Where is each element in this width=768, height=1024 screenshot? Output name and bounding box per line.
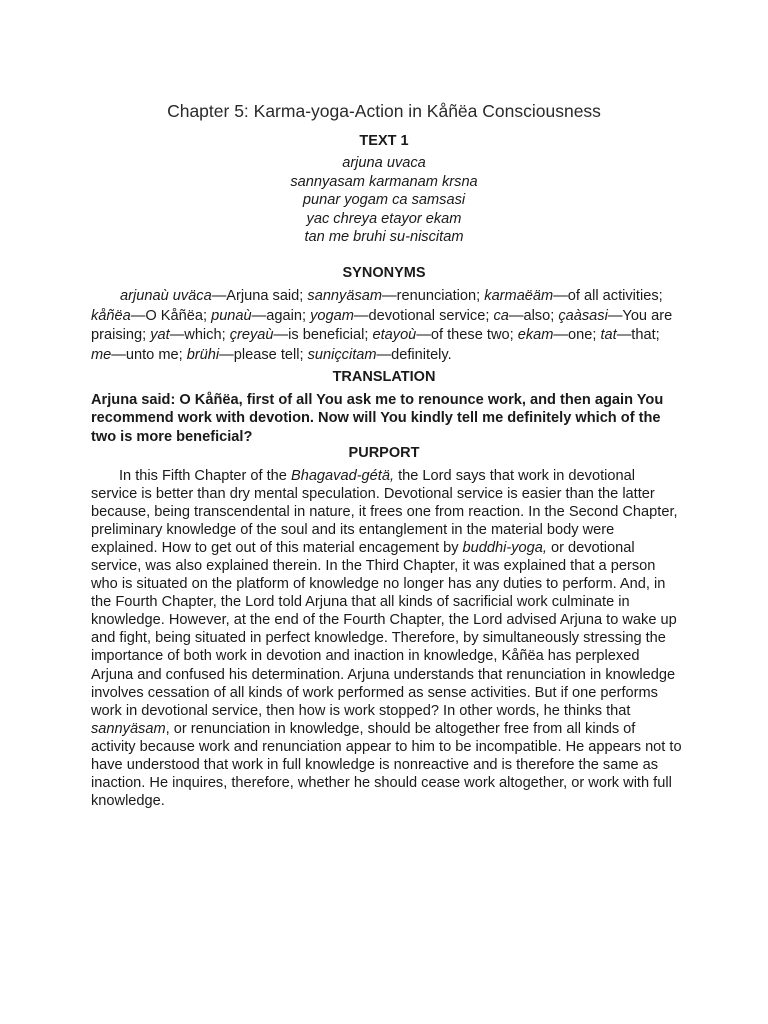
synonym-meaning: which; bbox=[184, 327, 230, 344]
synonym-term: yogam bbox=[310, 307, 354, 324]
verse-line: arjuna uvaca bbox=[342, 155, 426, 171]
synonym-term: çreyaù bbox=[229, 327, 274, 344]
synonym-term: ca bbox=[493, 307, 509, 324]
synonym-term: ekam bbox=[517, 327, 554, 344]
synonym-term: çaàsasi bbox=[558, 307, 608, 324]
text-heading: TEXT 1 bbox=[359, 133, 409, 149]
purport-italic-term: sannyäsam bbox=[91, 720, 166, 737]
synonym-term: punaù bbox=[211, 307, 252, 324]
purport-text: In this Fifth Chapter of the bbox=[119, 468, 291, 484]
translation-text: Arjuna said: O Kåñëa, first of all You ask me to renounce work, and then again You recommend work with devotion. Now will You kindly tell me definitely which of the two is more beneficial? bbox=[91, 392, 664, 445]
synonym-term: karmaëäm bbox=[484, 288, 554, 304]
synonym-term: me bbox=[91, 346, 112, 363]
verse-line: yac chreya etayor ekam bbox=[306, 210, 462, 227]
verse bbox=[0, 154, 768, 247]
synonym-meaning: one; bbox=[568, 327, 601, 344]
synonym-meaning: You are praising; bbox=[91, 307, 673, 344]
purport-text: , or renunciation in knowledge, should be altogether free from all kinds of activity because work and renunciation appear to him to be incompatible. He appears not to have understood that work in full knowledge is nonreactive and is therefore the same as inaction. He inquires, therefore, whether he should cease work altogether, or work with full knowledge. bbox=[91, 720, 682, 809]
purport-text: or devotional service, was also explained therein. In the Third Chapter, it was explained that a person who is situated on the platform of knowledge no longer has any duties to perform. And, in the Fourth Chapter, the Lord told Arjuna that all kinds of sacrificial work culminate in knowledge. However, at the end of the Fourth Chapter, the Lord advised Arjuna to wake up and fight, being situated in perfect knowledge. Therefore, by simultaneously stressing the importance of both work in devotion and inaction in knowledge, Kåñëa has perplexed Arjuna and confused his determination. Arjuna understands that renunciation in knowledge involves cessation of all kinds of work performed as sense activities. But if one performs work in devotional service, then how is work stopped? In other words, he thinks that bbox=[91, 540, 677, 719]
chapter-title: Chapter 5: Karma-yoga-Action in Kåñëa Consciousness bbox=[167, 101, 601, 121]
synonym-term: suniçcitam bbox=[307, 346, 377, 363]
synonyms-body: arjunaù uväca—Arjuna said; sannyäsam—renunciation; karmaëäm—of all activities; kåñëa—O Kåñëa; punaù—again; yogam—devotional service; ca—also; çaàsasi—You are praising; yat—which; çreyaù—is beneficial; etayoù—of these two; ekam—one; tat—that; me—unto me; brühi—please tell; suniçcitam—definitely. bbox=[91, 288, 673, 363]
synonym-term: tat bbox=[600, 327, 617, 344]
synonym-meaning: please tell; bbox=[233, 346, 308, 363]
synonym-term: arjunaù uväca bbox=[120, 288, 212, 304]
synonym-meaning: definitely. bbox=[391, 346, 452, 363]
translation-heading: TRANSLATION bbox=[332, 369, 436, 385]
synonym-term: kåñëa bbox=[91, 307, 131, 324]
synonym-meaning: is beneficial; bbox=[288, 327, 373, 344]
purport-italic-term: buddhi-yoga, bbox=[462, 540, 547, 557]
synonym-meaning: that; bbox=[631, 327, 660, 344]
synonym-meaning: unto me; bbox=[125, 346, 187, 363]
synonym-term: brühi bbox=[186, 346, 220, 363]
synonym-meaning: again; bbox=[266, 307, 311, 324]
synonym-meaning: O Kåñëa; bbox=[145, 307, 212, 324]
purport-body bbox=[91, 467, 683, 810]
purport-text: the Lord says that work in devotional service is better than dry mental speculation. Devotional service is easier than the latter because, being transcendental in nature, it frees one from reaction. In the Second Chapter, preliminary knowledge of the soul and its entanglement in the material body were explained. How to get out of this material encagement by bbox=[91, 468, 678, 557]
verse-line: punar yogam ca samsasi bbox=[302, 192, 466, 209]
synonym-meaning: also; bbox=[523, 307, 559, 324]
synonym-term: sannyäsam bbox=[307, 288, 383, 304]
synonym-meaning: Arjuna said; bbox=[226, 288, 308, 304]
synonyms-heading: SYNONYMS bbox=[342, 265, 426, 281]
synonym-meaning: renunciation; bbox=[396, 288, 485, 304]
purport-heading: PURPORT bbox=[348, 445, 420, 461]
synonym-term: yat bbox=[150, 327, 170, 344]
synonym-meaning: devotional service; bbox=[368, 307, 494, 324]
synonym-meaning: of these two; bbox=[430, 327, 518, 344]
synonym-term: etayoù bbox=[372, 327, 417, 344]
verse-line: tan me bruhi su-niscitam bbox=[304, 229, 464, 246]
verse-line: sannyasam karmanam krsna bbox=[290, 173, 478, 190]
synonym-meaning: of all activities; bbox=[567, 288, 663, 304]
purport-italic-term: Bhagavad-gétä, bbox=[290, 468, 395, 484]
